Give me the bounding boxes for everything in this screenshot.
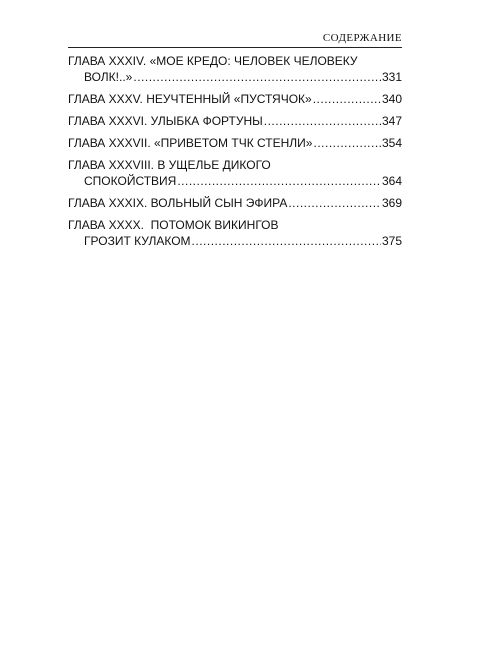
toc-entry-title-continued: ВОЛК!..» bbox=[84, 70, 133, 84]
toc-entry-continuation-line bbox=[68, 233, 402, 249]
toc-entry-title: ГЛАВА XXXV. НЕУЧТЕННЫЙ «ПУСТЯЧОК» bbox=[68, 92, 312, 106]
toc-page-number: 375 bbox=[381, 234, 402, 248]
dot-leader bbox=[313, 91, 381, 107]
toc-entry-ch35[interactable] bbox=[68, 91, 402, 107]
dot-leader bbox=[288, 195, 381, 211]
toc-entry-title-continued: ГРОЗИТ КУЛАКОМ bbox=[84, 234, 191, 248]
toc-page-number: 369 bbox=[381, 196, 402, 210]
toc-entry-title-line bbox=[68, 195, 402, 211]
toc-entry-title-line bbox=[68, 217, 402, 233]
toc-entry-ch39[interactable] bbox=[68, 195, 402, 211]
running-head: СОДЕРЖАНИЕ bbox=[322, 32, 402, 44]
toc-entry-title: ГЛАВА XXXX. ПОТОМОК ВИКИНГОВ bbox=[68, 218, 279, 232]
toc-entry-title: ГЛАВА XXXVIII. В УЩЕЛЬЕ ДИКОГО bbox=[68, 158, 271, 172]
toc-entry-title-continued: СПОКОЙСТВИЯ bbox=[84, 174, 177, 188]
table-of-contents bbox=[68, 53, 402, 255]
toc-page-number: 354 bbox=[381, 136, 402, 150]
toc-entry-title-line bbox=[68, 91, 402, 107]
toc-entry-title: ГЛАВА XXXIV. «МОЕ КРЕДО: ЧЕЛОВЕК ЧЕЛОВЕКУ bbox=[68, 54, 358, 68]
toc-entry-title-line bbox=[68, 113, 402, 129]
dot-leader bbox=[264, 113, 381, 129]
toc-entry-title: ГЛАВА XXXVII. «ПРИВЕТОМ ТЧК СТЕНЛИ» bbox=[68, 136, 313, 150]
toc-entry-continuation-line bbox=[68, 69, 402, 85]
toc-entry-ch37[interactable] bbox=[68, 135, 402, 151]
toc-entry-title-line bbox=[68, 135, 402, 151]
toc-entry-ch38[interactable] bbox=[68, 157, 402, 189]
toc-page-number: 364 bbox=[381, 174, 402, 188]
dot-leader bbox=[313, 135, 380, 151]
toc-entry-title: ГЛАВА XXXIX. ВОЛЬНЫЙ СЫН ЭФИРА bbox=[68, 196, 288, 210]
toc-entry-ch34[interactable] bbox=[68, 53, 402, 85]
toc-page-number: 340 bbox=[381, 92, 402, 106]
toc-entry-continuation-line bbox=[68, 173, 402, 189]
toc-entry-title-line bbox=[68, 53, 402, 69]
toc-entry-title: ГЛАВА XXXVI. УЛЫБКА ФОРТУНЫ bbox=[68, 114, 263, 128]
header-rule bbox=[68, 47, 402, 48]
dot-leader bbox=[133, 69, 381, 85]
dot-leader bbox=[192, 233, 381, 249]
toc-page-number: 347 bbox=[381, 114, 402, 128]
toc-entry-ch40[interactable] bbox=[68, 217, 402, 249]
toc-page-number: 331 bbox=[381, 70, 402, 84]
toc-entry-title-line bbox=[68, 157, 402, 173]
toc-entry-ch36[interactable] bbox=[68, 113, 402, 129]
dot-leader bbox=[177, 173, 381, 189]
